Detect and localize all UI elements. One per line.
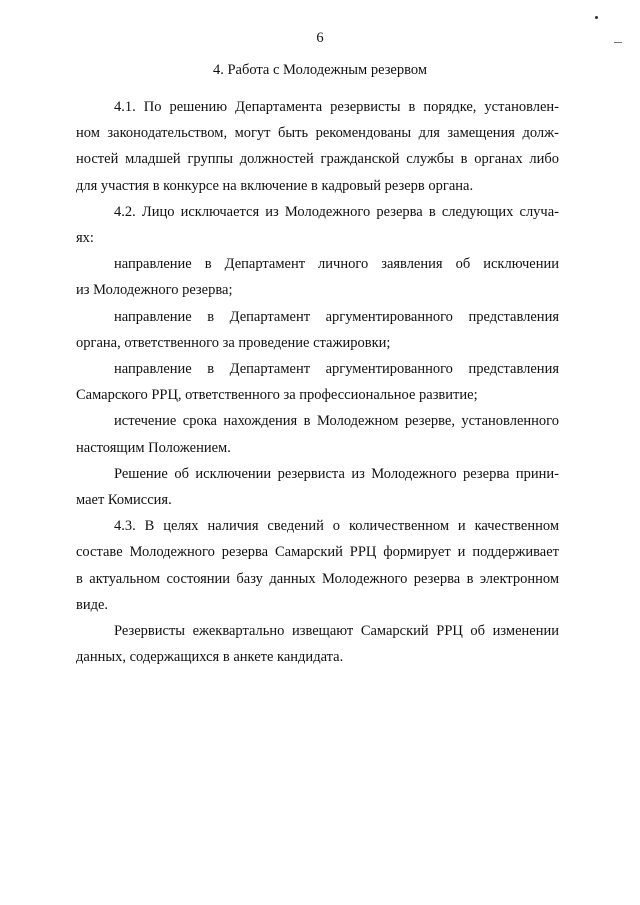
- text-line: в актуальном состоянии базу данных Молодежного резерва в электронном: [76, 570, 559, 587]
- page-number: 6: [316, 30, 324, 46]
- paragraph-4-2: [76, 199, 559, 251]
- text-line: Решение об исключении резервиста из Молодежного резерва прини-: [114, 465, 559, 482]
- text-line: данных, содержащихся в анкете кандидата.: [76, 649, 344, 666]
- text-line: Самарского РРЦ, ответственного за профессиональное развитие;: [76, 387, 478, 404]
- text-line: для участия в конкурсе на включение в кадровый резерв органа.: [76, 177, 474, 194]
- text-line: из Молодежного резерва;: [76, 282, 233, 299]
- text-line: направление в Департамент аргументированного представления: [114, 361, 559, 378]
- text-line: истечение срока нахождения в Молодежном резерве, установленного: [114, 413, 559, 430]
- section-heading: 4. Работа с Молодежным резервом: [212, 62, 428, 78]
- list-item-samara-rrc: [76, 356, 559, 408]
- text-line: 4.3. В целях наличия сведений о количественном и качественном: [114, 518, 559, 535]
- list-item-term-expiry: [76, 408, 559, 460]
- text-line: ях:: [76, 230, 94, 247]
- text-line: составе Молодежного резерва Самарский РРЦ формирует и поддерживает: [76, 544, 559, 561]
- text-line: мает Комиссия.: [76, 492, 172, 509]
- document-body: [76, 94, 559, 670]
- text-line: ном законодательством, могут быть рекомендованы для замещения долж-: [76, 125, 559, 142]
- paragraph-quarterly-notice: [76, 618, 559, 670]
- paragraph-4-3: [76, 513, 559, 618]
- text-line: настоящим Положением.: [76, 439, 231, 456]
- text-line: органа, ответственного за проведение стажировки;: [76, 334, 391, 351]
- text-line: виде.: [76, 596, 109, 613]
- text-line: ностей младшей группы должностей гражданской службы в органах либо: [76, 151, 559, 168]
- list-item-internship-body: [76, 304, 559, 356]
- text-line: Резервисты ежеквартально извещают Самарский РРЦ об изменении: [114, 623, 559, 640]
- text-line: направление в Департамент аргументированного представления: [114, 308, 559, 325]
- paragraph-4-1: [76, 94, 559, 199]
- paragraph-commission-decision: [76, 461, 559, 513]
- list-item-personal-application: [76, 251, 559, 303]
- text-line: 4.2. Лицо исключается из Молодежного резерва в следующих случа-: [114, 203, 559, 220]
- text-line: 4.1. По решению Департамента резервисты в порядке, установлен-: [114, 99, 559, 115]
- text-line: направление в Департамент личного заявления об исключении: [114, 256, 559, 273]
- scan-dot: [595, 16, 598, 19]
